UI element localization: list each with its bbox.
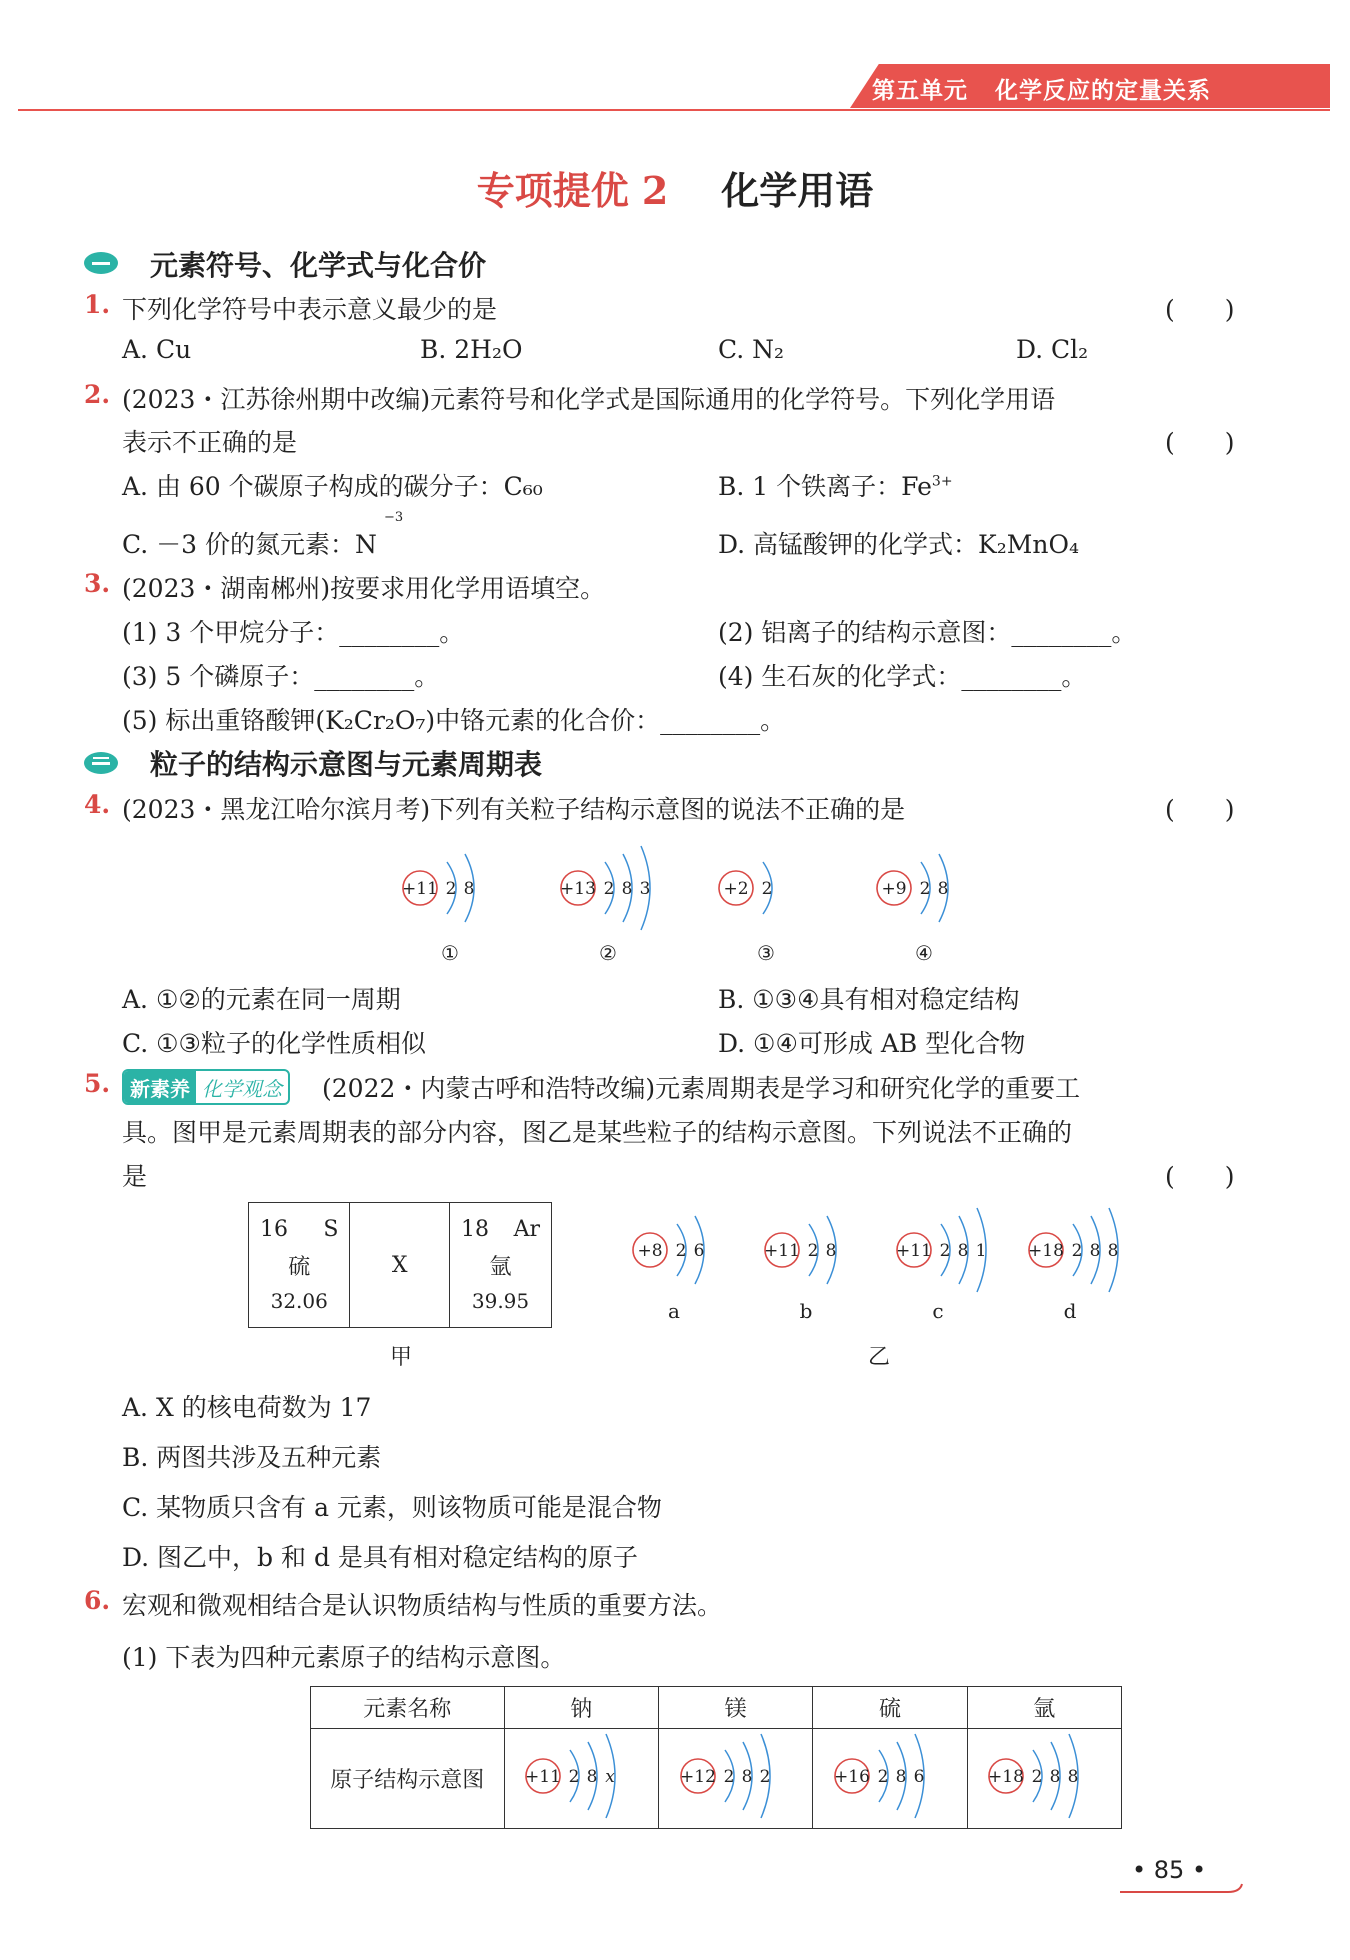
q4-option-d: D. ①④可形成 AB 型化合物 xyxy=(718,1029,1026,1058)
q6-diagram-1-electrons-1: 2 xyxy=(568,1766,580,1787)
q4-diagram-label-3: ③ xyxy=(757,941,775,965)
q4-option-c: C. ①③粒子的化学性质相似 xyxy=(122,1029,426,1058)
q3-sub1[interactable]: (1) 3 个甲烷分子：________。 xyxy=(122,618,465,647)
q5-source: (2022・内蒙古呼和浩特改编) xyxy=(322,1074,656,1103)
q6-diagram-4-nuclear-charge: +18 xyxy=(988,1766,1025,1787)
q6-diagram-2-nuclear-charge: +12 xyxy=(679,1766,716,1787)
q5-diagram-c-nuclear-charge: +11 xyxy=(896,1241,932,1261)
q6-diagram-1-electrons-3: x xyxy=(605,1766,616,1787)
q6-stem: 宏观和微观相结合是认识物质结构与性质的重要方法。 xyxy=(122,1591,723,1620)
sulfur-symbol: S xyxy=(323,1217,339,1242)
q5-diagram-label-a: a xyxy=(668,1299,680,1323)
q4-diagram-4-nuclear-charge: +9 xyxy=(881,879,907,899)
q6-diagram-3-electrons-1: 2 xyxy=(877,1766,889,1787)
q6-diagram-3-nuclear-charge: +16 xyxy=(833,1766,870,1787)
diagram-caption-yi: 乙 xyxy=(868,1345,891,1370)
q2-answer-blank[interactable]: ( ) xyxy=(1165,428,1235,457)
q1-number: 1. xyxy=(84,290,111,319)
section-one-title: 元素符号、化学式与化合价 xyxy=(150,249,487,282)
page-number: • 85 • xyxy=(1132,1856,1207,1884)
sodium-atom-diagram xyxy=(511,1731,651,1821)
title-part1: 专项提优 2 xyxy=(476,168,669,213)
q6-number: 6. xyxy=(84,1586,111,1615)
q6-sub1: (1) 下表为四种元素原子的结构示意图。 xyxy=(122,1643,566,1672)
structure-magnesium-cell xyxy=(658,1729,812,1829)
element-magnesium: 镁 xyxy=(658,1687,812,1729)
q3-number: 3. xyxy=(84,569,111,598)
structure-sodium-cell xyxy=(504,1729,658,1829)
argon-number: 18 xyxy=(461,1217,490,1242)
q6-diagram-2-electrons-2: 8 xyxy=(741,1766,752,1787)
q3-sub2[interactable]: (2) 铝离子的结构示意图：________。 xyxy=(718,618,1137,647)
q1-option-c: C. N₂ xyxy=(718,335,785,364)
q6-diagram-2-electrons-3: 2 xyxy=(759,1766,770,1787)
header-topic: 化学反应的定量关系 xyxy=(995,78,1212,104)
q4-option-a: A. ①②的元素在同一周期 xyxy=(122,985,401,1014)
q4-number: 4. xyxy=(84,790,111,819)
q4-diagram-label-1: ① xyxy=(441,941,459,965)
q4-diagram-1-electrons-1: 2 xyxy=(445,879,457,899)
q3-stem: 按要求用化学用语填空。 xyxy=(330,574,606,603)
q5-stem1: 元素周期表是学习和研究化学的重要工 xyxy=(655,1074,1081,1103)
q5-diagram-label-c: c xyxy=(932,1299,944,1323)
q2-option-b-charge: 3+ xyxy=(931,473,953,490)
q2-stem2: 表示不正确的是 xyxy=(122,428,298,457)
q2-option-d: D. 高锰酸钾的化学式：K₂MnO₄ xyxy=(718,530,1079,559)
header-divider xyxy=(18,109,1330,111)
section-one-icon xyxy=(84,252,118,274)
q1-option-b: B. 2H₂O xyxy=(420,335,523,364)
q5-line1 xyxy=(322,1069,1080,1105)
q5-diagram-b-electrons-2: 8 xyxy=(825,1241,837,1261)
structure-argon-cell xyxy=(967,1729,1121,1829)
q6-diagram-1-nuclear-charge: +11 xyxy=(525,1766,562,1787)
q5-diagram-a-electrons-2: 6 xyxy=(693,1241,705,1261)
q5-diagram-b-electrons-1: 2 xyxy=(807,1241,819,1261)
q4-diagram-2-electrons-3: 3 xyxy=(639,879,651,899)
q6-diagram-2-electrons-1: 2 xyxy=(723,1766,734,1787)
q5-diagram-c-electrons-2: 8 xyxy=(957,1241,969,1261)
title-part2: 化学用语 xyxy=(721,168,874,213)
q4-diagram-1-nuclear-charge: +11 xyxy=(402,879,438,899)
q5-diagram-a-electrons-1: 2 xyxy=(675,1241,687,1261)
q4-diagram-4-electrons-1: 2 xyxy=(919,879,931,899)
q6-diagram-3-electrons-2: 8 xyxy=(895,1766,907,1787)
element-sulfur: 硫 xyxy=(813,1687,967,1729)
q5-diagram-d-electrons-3: 8 xyxy=(1107,1241,1119,1261)
q6-diagram-3-electrons-3: 6 xyxy=(913,1766,925,1787)
section-two-title: 粒子的结构示意图与元素周期表 xyxy=(150,748,543,781)
header-unit: 第五单元 xyxy=(872,78,968,104)
q4-diagram-label-4: ④ xyxy=(915,941,933,965)
q2-option-c-valence: −3 xyxy=(384,510,404,525)
q2-source: (2023・江苏徐州期中改编) xyxy=(122,385,431,414)
q3-sub4[interactable]: (4) 生石灰的化学式：________。 xyxy=(718,662,1087,691)
q4-source: (2023・黑龙江哈尔滨月考) xyxy=(122,795,431,824)
q4-line xyxy=(122,790,905,826)
q5-number: 5. xyxy=(84,1069,111,1098)
q1-option-a: A. Cu xyxy=(122,335,192,364)
sulfur-number: 16 xyxy=(260,1217,288,1242)
periodic-cell-sulfur xyxy=(249,1203,350,1328)
q2-option-a: A. 由 60 个碳原子构成的碳分子：C₆₀ xyxy=(122,472,543,501)
q5-option-d: D. 图乙中，b 和 d 是具有相对稳定结构的原子 xyxy=(122,1543,638,1572)
q5-diagram-label-d: d xyxy=(1063,1299,1077,1323)
x-symbol: X xyxy=(391,1252,408,1278)
q5-diagram-d-electrons-1: 2 xyxy=(1071,1241,1083,1261)
q5-diagram-b-nuclear-charge: +11 xyxy=(764,1241,800,1261)
q2-number: 2. xyxy=(84,380,111,409)
periodic-table-fragment xyxy=(248,1202,552,1328)
q5-stem3: 是 xyxy=(122,1162,148,1191)
q5-badge-label: 新素养 xyxy=(124,1071,196,1104)
q2-option-c-text: C. －3 价的氮元素：N xyxy=(122,530,377,559)
periodic-cell-argon xyxy=(450,1203,552,1328)
q4-diagram-2-electrons-2: 8 xyxy=(621,879,633,899)
q5-option-a: A. X 的核电荷数为 17 xyxy=(122,1393,372,1422)
atom-structure-table xyxy=(310,1686,1122,1829)
section-two-icon xyxy=(84,752,118,774)
q6-diagram-1-electrons-2: 8 xyxy=(586,1766,598,1787)
q4-diagram-3-nuclear-charge: +2 xyxy=(723,879,749,899)
q5-option-b: B. 两图共涉及五种元素 xyxy=(122,1443,382,1472)
q1-option-d: D. Cl₂ xyxy=(1016,335,1089,364)
page-title xyxy=(0,160,1350,215)
q1-stem: 下列化学符号中表示意义最少的是 xyxy=(122,295,498,324)
structure-sulfur-cell xyxy=(813,1729,967,1829)
periodic-cell-x xyxy=(350,1203,450,1328)
q2-line1 xyxy=(122,380,1055,416)
element-sodium: 钠 xyxy=(504,1687,658,1729)
q5-badge-topic: 化学观念 xyxy=(202,1077,282,1101)
q4-diagram-1-electrons-2: 8 xyxy=(463,879,475,899)
sulfur-name: 硫 xyxy=(288,1255,311,1280)
q6-diagram-4-electrons-3: 8 xyxy=(1067,1766,1079,1787)
q4-option-b: B. ①③④具有相对稳定结构 xyxy=(718,985,1020,1014)
q5-diagrams xyxy=(620,1200,1140,1330)
argon-atom-diagram xyxy=(974,1731,1114,1821)
q2-option-b-text: B. 1 个铁离子：Fe xyxy=(718,472,932,501)
q5-diagram-d-nuclear-charge: +18 xyxy=(1028,1241,1064,1261)
q5-diagram-a-nuclear-charge: +8 xyxy=(637,1241,663,1261)
q5-diagram-label-b: b xyxy=(799,1299,813,1323)
q5-diagram-c-electrons-3: 1 xyxy=(975,1241,987,1261)
q3-sub5[interactable]: (5) 标出重铬酸钾(K₂Cr₂O₇)中铬元素的化合价：________。 xyxy=(122,706,786,735)
q4-answer-blank[interactable]: ( ) xyxy=(1165,795,1235,824)
q4-diagram-3-electrons-1: 2 xyxy=(761,879,773,899)
q2-option-c xyxy=(122,525,377,561)
q4-diagram-2-nuclear-charge: +13 xyxy=(560,879,596,899)
q2-option-b xyxy=(718,467,953,503)
q4-diagram-label-2: ② xyxy=(599,941,617,965)
q4-diagrams xyxy=(380,838,1020,973)
q5-option-c: C. 某物质只含有 a 元素，则该物质可能是混合物 xyxy=(122,1493,662,1522)
q5-answer-blank[interactable]: ( ) xyxy=(1165,1162,1235,1191)
q5-diagram-d-electrons-2: 8 xyxy=(1089,1241,1101,1261)
q5-diagram-c-electrons-1: 2 xyxy=(939,1241,951,1261)
header-text xyxy=(872,72,1211,105)
q4-stem: 下列有关粒子结构示意图的说法不正确的是 xyxy=(430,795,906,824)
q3-sub3[interactable]: (3) 5 个磷原子：________。 xyxy=(122,662,440,691)
q3-source: (2023・湖南郴州) xyxy=(122,574,331,603)
table-head-element: 元素名称 xyxy=(311,1687,505,1729)
sulfur-mass: 32.06 xyxy=(270,1289,328,1313)
element-argon: 氩 xyxy=(967,1687,1121,1729)
argon-name: 氩 xyxy=(489,1255,512,1280)
argon-symbol: Ar xyxy=(513,1217,540,1242)
q2-stem1: 元素符号和化学式是国际通用的化学符号。下列化学用语 xyxy=(430,385,1056,414)
q6-diagram-4-electrons-2: 8 xyxy=(1049,1766,1061,1787)
q6-diagram-4-electrons-1: 2 xyxy=(1031,1766,1043,1787)
q3-stem-line xyxy=(122,569,605,605)
table-head-structure: 原子结构示意图 xyxy=(311,1729,505,1829)
argon-mass: 39.95 xyxy=(471,1289,530,1313)
table-caption-jia: 甲 xyxy=(390,1345,413,1370)
page-number-swoosh xyxy=(1118,1878,1248,1898)
q1-answer-blank[interactable]: ( ) xyxy=(1165,295,1235,324)
q4-diagram-4-electrons-2: 8 xyxy=(937,879,949,899)
q5-stem2: 具。图甲是元素周期表的部分内容，图乙是某些粒子的结构示意图。下列说法不正确的 xyxy=(122,1118,1073,1147)
q4-diagram-2-electrons-1: 2 xyxy=(603,879,615,899)
q5-badge xyxy=(122,1069,290,1105)
magnesium-atom-diagram xyxy=(666,1731,806,1821)
sulfur-atom-diagram xyxy=(820,1731,960,1821)
